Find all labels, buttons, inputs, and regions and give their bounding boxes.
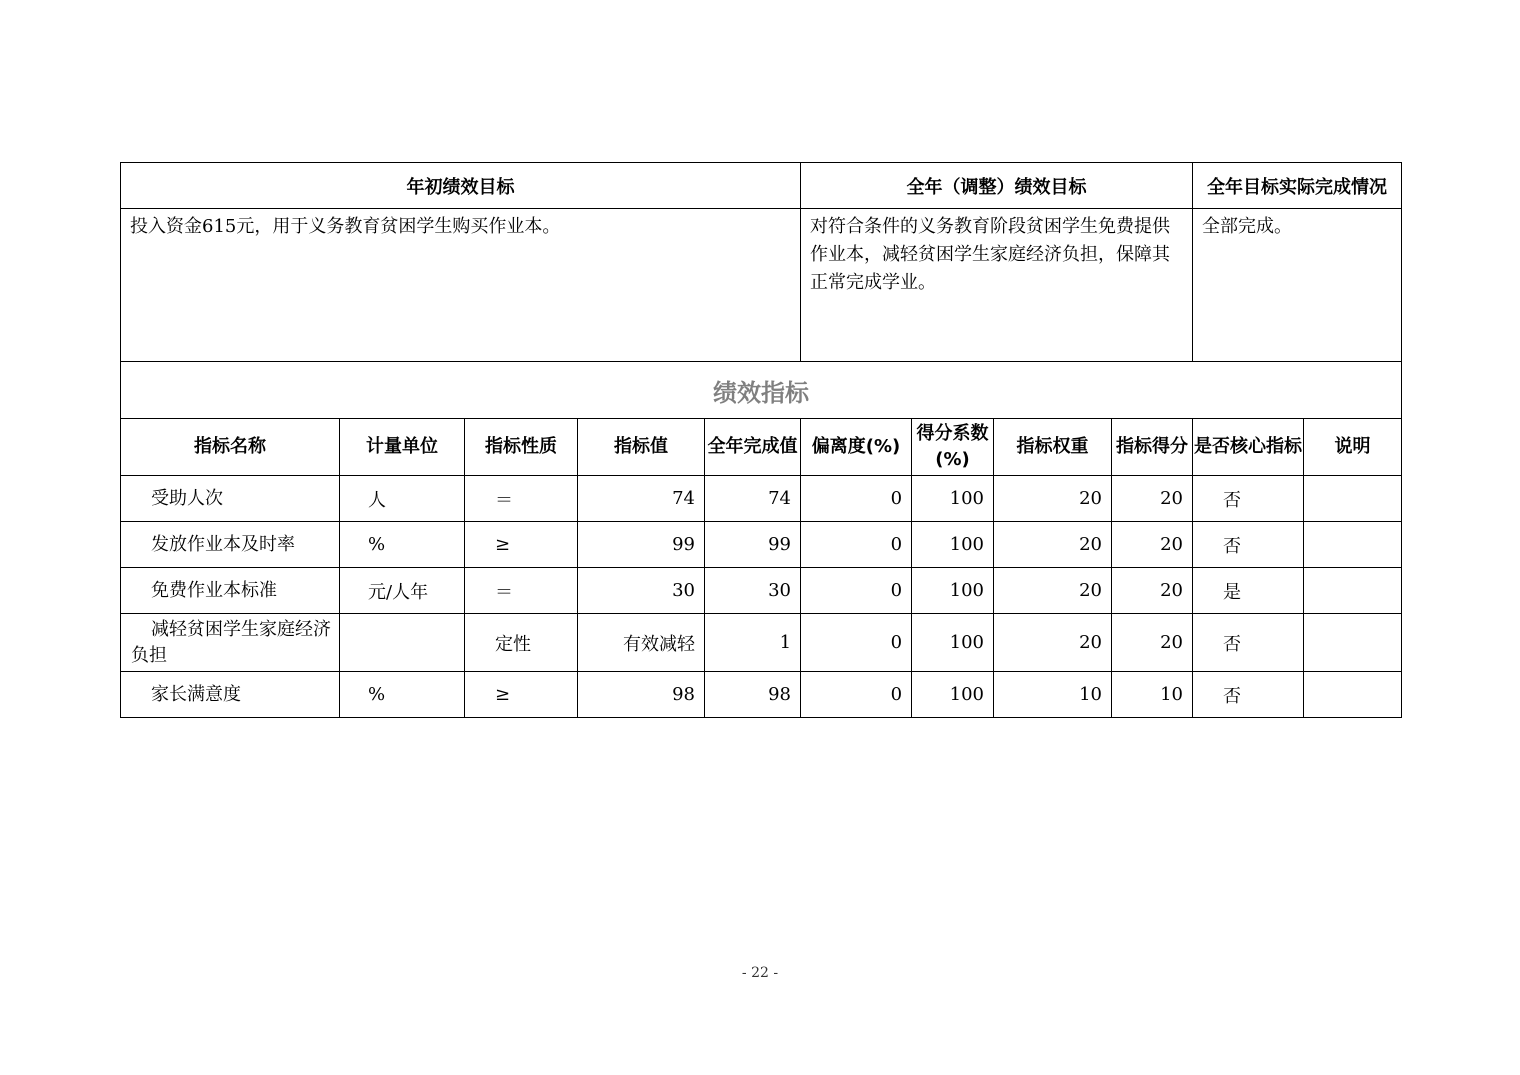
col-header-actual: 全年完成值: [705, 419, 801, 476]
indicator-deviation: 0: [801, 476, 912, 522]
col-header-deviation: 偏离度(%): [801, 419, 912, 476]
indicator-unit: 元/人年: [340, 568, 465, 614]
indicator-coefficient: 100: [912, 614, 994, 672]
table-row: [121, 476, 1402, 522]
indicator-score: 20: [1112, 568, 1193, 614]
performance-table: [120, 162, 1402, 718]
table-row: [121, 568, 1402, 614]
col-header-nature: 指标性质: [465, 419, 578, 476]
table-row: [121, 522, 1402, 568]
indicator-actual: 74: [705, 476, 801, 522]
indicator-score: 20: [1112, 522, 1193, 568]
indicator-weight: 20: [994, 476, 1112, 522]
indicator-note: [1304, 614, 1402, 672]
page-number: - 22 -: [741, 965, 779, 981]
indicator-coefficient: 100: [912, 568, 994, 614]
indicator-nature: ≥: [465, 522, 578, 568]
indicator-deviation: 0: [801, 522, 912, 568]
indicator-deviation: 0: [801, 568, 912, 614]
col-header-coefficient: 得分系数(%): [912, 419, 994, 476]
col-header-weight: 指标权重: [994, 419, 1112, 476]
indicator-nature: ≥: [465, 672, 578, 718]
indicator-nature: ＝: [465, 568, 578, 614]
indicator-name: 受助人次: [121, 476, 340, 522]
table-row: [121, 672, 1402, 718]
indicator-score: 20: [1112, 476, 1193, 522]
indicator-note: [1304, 476, 1402, 522]
col-header-score: 指标得分: [1112, 419, 1193, 476]
indicator-core: 否: [1193, 522, 1304, 568]
indicator-target: 98: [578, 672, 705, 718]
goals-content-row: [121, 209, 1402, 362]
col-header-core: 是否核心指标: [1193, 419, 1304, 476]
performance-sheet: [120, 162, 1401, 718]
section-title-row: [121, 362, 1402, 419]
indicator-nature: ＝: [465, 476, 578, 522]
indicator-header-row: [121, 419, 1402, 476]
adjusted-goal-text: 对符合条件的义务教育阶段贫困学生免费提供作业本，减轻贫困学生家庭经济负担，保障其正常完成学业。: [801, 209, 1193, 362]
indicator-name: 发放作业本及时率: [121, 522, 340, 568]
indicator-deviation: 0: [801, 614, 912, 672]
indicator-actual: 30: [705, 568, 801, 614]
indicator-target: 有效减轻: [578, 614, 705, 672]
indicator-actual: 99: [705, 522, 801, 568]
indicator-coefficient: 100: [912, 522, 994, 568]
indicator-name: 减轻贫困学生家庭经济负担: [121, 614, 340, 672]
indicator-score: 20: [1112, 614, 1193, 672]
adjusted-goal-header: 全年（调整）绩效目标: [801, 163, 1193, 209]
indicator-target: 74: [578, 476, 705, 522]
indicator-name: 家长满意度: [121, 672, 340, 718]
indicator-note: [1304, 568, 1402, 614]
indicator-core: 否: [1193, 476, 1304, 522]
indicator-core: 否: [1193, 614, 1304, 672]
initial-goal-text: 投入资金615元，用于义务教育贫困学生购买作业本。: [121, 209, 801, 362]
indicator-weight: 10: [994, 672, 1112, 718]
indicator-unit: %: [340, 672, 465, 718]
initial-goal-header: 年初绩效目标: [121, 163, 801, 209]
indicator-weight: 20: [994, 522, 1112, 568]
indicator-unit: [340, 614, 465, 672]
section-title: 绩效指标: [121, 362, 1402, 419]
indicator-weight: 20: [994, 614, 1112, 672]
indicator-weight: 20: [994, 568, 1112, 614]
col-header-unit: 计量单位: [340, 419, 465, 476]
actual-completion-text: 全部完成。: [1193, 209, 1402, 362]
indicator-score: 10: [1112, 672, 1193, 718]
indicator-unit: 人: [340, 476, 465, 522]
col-header-note: 说明: [1304, 419, 1402, 476]
indicator-note: [1304, 672, 1402, 718]
indicator-target: 99: [578, 522, 705, 568]
col-header-name: 指标名称: [121, 419, 340, 476]
indicator-note: [1304, 522, 1402, 568]
indicator-core: 是: [1193, 568, 1304, 614]
indicator-core: 否: [1193, 672, 1304, 718]
indicator-actual: 98: [705, 672, 801, 718]
indicator-target: 30: [578, 568, 705, 614]
indicator-actual: 1: [705, 614, 801, 672]
indicator-nature: 定性: [465, 614, 578, 672]
indicator-name: 免费作业本标准: [121, 568, 340, 614]
indicator-coefficient: 100: [912, 672, 994, 718]
goals-header-row: [121, 163, 1402, 209]
indicator-coefficient: 100: [912, 476, 994, 522]
actual-completion-header: 全年目标实际完成情况: [1193, 163, 1402, 209]
indicator-deviation: 0: [801, 672, 912, 718]
table-row: [121, 614, 1402, 672]
col-header-target: 指标值: [578, 419, 705, 476]
indicator-unit: %: [340, 522, 465, 568]
